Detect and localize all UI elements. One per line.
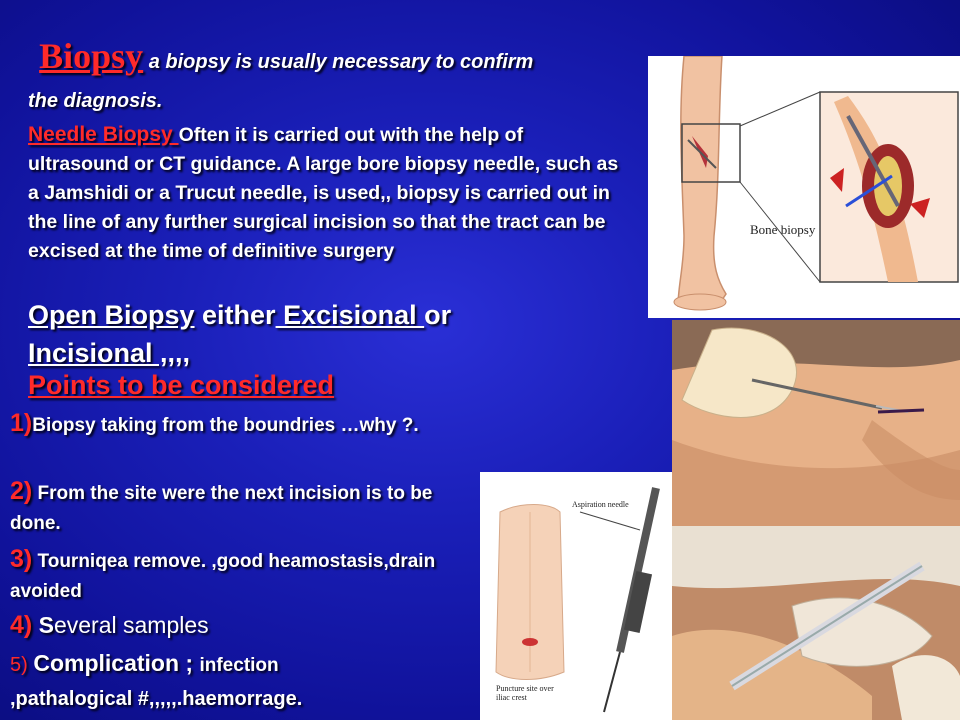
point-3 bbox=[10, 544, 470, 607]
point-1-number: 1) bbox=[10, 409, 33, 437]
point-3-text: Tourniqea remove. ,good heamostasis,drain avoided bbox=[10, 551, 436, 602]
point-4 bbox=[10, 610, 470, 640]
point-4-text: everal samples bbox=[53, 612, 209, 638]
slide-title: Biopsy bbox=[39, 36, 144, 76]
title-subtext: a biopsy is usually necessary to confirm bbox=[143, 51, 534, 73]
scalpel-photo-icon bbox=[672, 320, 960, 532]
point-2-text: From the site were the next incision is to be done. bbox=[10, 483, 433, 534]
point-1 bbox=[10, 408, 450, 441]
needle-biopsy-heading: Needle Biopsy bbox=[28, 123, 179, 146]
open-either: either bbox=[194, 300, 276, 330]
aspiration-needle-label: Aspiration needle bbox=[572, 500, 629, 509]
point-4-initial: S bbox=[32, 612, 54, 638]
point-5-infection: infection bbox=[199, 655, 279, 676]
open-biopsy-heading: Open Biopsy bbox=[28, 300, 195, 330]
point-1-text: Biopsy taking from the boundries …why ?. bbox=[32, 415, 419, 436]
point-5-text: Complication ; bbox=[33, 650, 200, 676]
bone-biopsy-label: Bone biopsy bbox=[750, 222, 816, 237]
point-5 bbox=[10, 648, 470, 681]
point-3-number: 3) bbox=[10, 545, 33, 573]
title-line-2: the diagnosis. bbox=[28, 90, 163, 112]
points-heading: Points to be considered bbox=[28, 370, 335, 400]
point-4-number: 4) bbox=[10, 611, 33, 639]
needle-biopsy-paragraph bbox=[28, 120, 628, 266]
needle-drawing-icon bbox=[480, 472, 672, 720]
leg-drawing-icon bbox=[648, 56, 960, 318]
open-biopsy-line bbox=[28, 296, 588, 372]
bone-biopsy-illustration bbox=[648, 56, 960, 318]
open-excisional: Excisional bbox=[275, 300, 425, 330]
puncture-site-label: Puncture site over iliac crest bbox=[496, 684, 554, 702]
scalpel-incision-photo bbox=[672, 320, 960, 532]
point-5-number: 5) bbox=[10, 654, 34, 676]
title-line bbox=[28, 36, 628, 76]
point-5-line-2: ,pathalogical #,,,,,.haemorrage. bbox=[10, 688, 303, 710]
syringe-photo-icon bbox=[672, 526, 960, 720]
aspiration-needle-illustration bbox=[480, 472, 672, 720]
needle-biopsy-text: Often it is carried out with the help of ultrasound or CT guidance. A large bore biopsy needle, such as a Jamshidi or a Trucut needle, is used,, biopsy is carried out in the line of any further surgical incision so that the tract can be excised at the time of definitive surgery bbox=[28, 124, 619, 262]
open-or: or bbox=[424, 300, 452, 330]
point-2-number: 2) bbox=[10, 477, 33, 505]
syringe-aspiration-photo bbox=[672, 526, 960, 720]
open-incisional: Incisional ,,,, bbox=[28, 338, 191, 368]
point-2 bbox=[10, 476, 470, 539]
